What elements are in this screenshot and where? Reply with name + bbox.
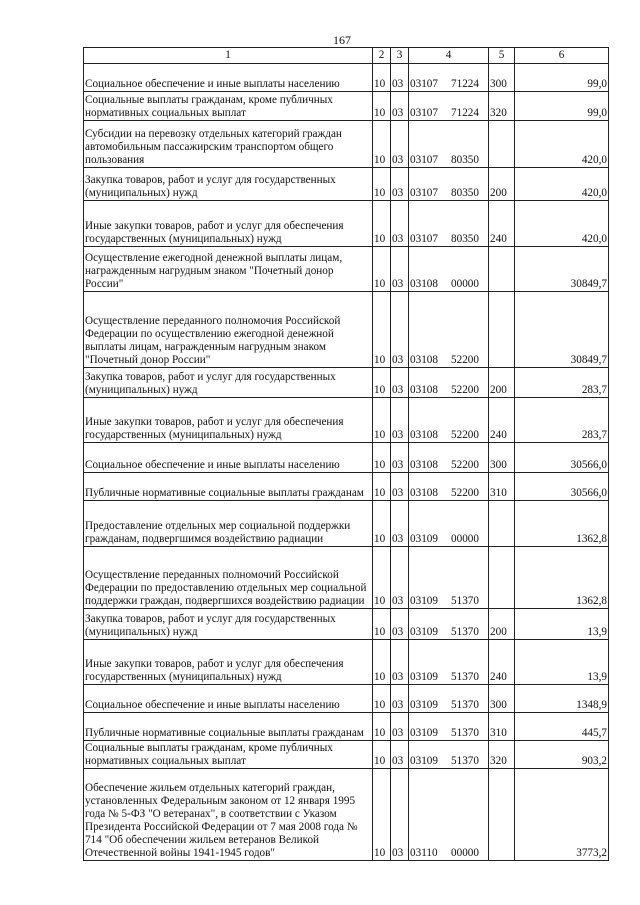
row-target-code [409, 292, 489, 368]
row-expense-type [489, 547, 515, 609]
row-subsection: 03 [391, 713, 409, 741]
row-name: Субсидии на перевозку отдельных категорий граждан автомобильным пассажирским транспортом общего пользования [84, 121, 373, 168]
row-expense-type: 320 [489, 92, 515, 121]
row-target-code [409, 64, 489, 92]
row-expense-type [489, 769, 515, 861]
row-expense-type: 240 [489, 640, 515, 685]
code-direction: 52200 [451, 429, 479, 441]
row-name: Осуществление ежегодной денежной выплаты лицам, награжденным нагрудным знаком "Почетный донор России" [84, 247, 373, 292]
row-name: Осуществление переданного полномочия Российской Федерации по осуществлению ежегодной денежной выплаты лицам, награжденным нагрудным знаком "Почетный донор России" [84, 292, 373, 368]
row-target-code [409, 501, 489, 547]
code-direction: 52200 [451, 354, 479, 366]
table-row [84, 741, 609, 769]
row-section: 10 [373, 92, 391, 121]
row-amount: 13,9 [515, 640, 609, 685]
row-section: 10 [373, 247, 391, 292]
row-amount: 30849,7 [515, 292, 609, 368]
row-subsection: 03 [391, 368, 409, 398]
row-target-code [409, 685, 489, 713]
column-header: 4 [409, 48, 489, 64]
code-direction: 80350 [451, 187, 479, 199]
code-program: 03109 [410, 595, 438, 607]
row-expense-type: 310 [489, 713, 515, 741]
code-program: 03108 [410, 487, 438, 499]
row-subsection: 03 [391, 769, 409, 861]
row-amount: 30566,0 [515, 473, 609, 501]
row-subsection: 03 [391, 398, 409, 443]
table-row [84, 292, 609, 368]
row-subsection: 03 [391, 741, 409, 769]
code-program: 03110 [410, 847, 438, 859]
row-target-code [409, 247, 489, 292]
row-section: 10 [373, 501, 391, 547]
row-subsection: 03 [391, 168, 409, 201]
row-name: Социальное обеспечение и иные выплаты населению [84, 64, 373, 92]
row-expense-type: 320 [489, 741, 515, 769]
row-target-code [409, 443, 489, 473]
row-target-code [409, 201, 489, 247]
row-amount: 99,0 [515, 92, 609, 121]
row-expense-type: 240 [489, 398, 515, 443]
row-name: Социальное обеспечение и иные выплаты населению [84, 443, 373, 473]
table-row [84, 168, 609, 201]
table-row [84, 685, 609, 713]
row-section: 10 [373, 201, 391, 247]
row-expense-type [489, 247, 515, 292]
table-row [84, 713, 609, 741]
code-program: 03109 [410, 671, 438, 683]
code-program: 03108 [410, 429, 438, 441]
column-header: 3 [391, 48, 409, 64]
row-expense-type: 310 [489, 473, 515, 501]
budget-table [83, 47, 609, 861]
row-name: Иные закупки товаров, работ и услуг для обеспечения государственных (муниципальных) нужд [84, 640, 373, 685]
row-subsection: 03 [391, 640, 409, 685]
row-expense-type: 200 [489, 368, 515, 398]
code-direction: 80350 [451, 233, 479, 245]
row-section: 10 [373, 713, 391, 741]
row-amount: 13,9 [515, 609, 609, 640]
row-subsection: 03 [391, 685, 409, 713]
row-name: Закупка товаров, работ и услуг для государственных (муниципальных) нужд [84, 609, 373, 640]
code-program: 03107 [410, 78, 438, 90]
code-program: 03109 [410, 755, 438, 767]
code-program: 03108 [410, 278, 438, 290]
row-expense-type: 300 [489, 443, 515, 473]
row-expense-type [489, 501, 515, 547]
row-name: Закупка товаров, работ и услуг для государственных (муниципальных) нужд [84, 368, 373, 398]
column-header: 6 [515, 48, 609, 64]
row-name: Социальные выплаты гражданам, кроме публичных нормативных социальных выплат [84, 92, 373, 121]
row-subsection: 03 [391, 247, 409, 292]
table-row [84, 769, 609, 861]
column-header: 5 [489, 48, 515, 64]
code-direction: 80350 [451, 154, 479, 166]
column-header: 2 [373, 48, 391, 64]
table-row [84, 501, 609, 547]
row-subsection: 03 [391, 547, 409, 609]
page-number: 167 [333, 33, 351, 47]
table-row [84, 640, 609, 685]
row-expense-type [489, 121, 515, 168]
row-section: 10 [373, 547, 391, 609]
row-name: Иные закупки товаров, работ и услуг для обеспечения государственных (муниципальных) нужд [84, 398, 373, 443]
table-row [84, 92, 609, 121]
code-direction: 51370 [451, 626, 479, 638]
code-program: 03109 [410, 727, 438, 739]
code-direction: 51370 [451, 699, 479, 711]
row-section: 10 [373, 121, 391, 168]
row-amount: 30566,0 [515, 443, 609, 473]
table-row [84, 201, 609, 247]
row-subsection: 03 [391, 501, 409, 547]
code-direction: 52200 [451, 384, 479, 396]
table-row [84, 398, 609, 443]
row-section: 10 [373, 398, 391, 443]
code-direction: 51370 [451, 595, 479, 607]
code-direction: 51370 [451, 671, 479, 683]
code-program: 03108 [410, 384, 438, 396]
code-direction: 52200 [451, 459, 479, 471]
row-subsection: 03 [391, 443, 409, 473]
row-target-code [409, 92, 489, 121]
row-subsection: 03 [391, 292, 409, 368]
row-amount: 30849,7 [515, 247, 609, 292]
code-program: 03109 [410, 533, 438, 545]
row-section: 10 [373, 368, 391, 398]
row-section: 10 [373, 168, 391, 201]
row-subsection: 03 [391, 609, 409, 640]
row-target-code [409, 547, 489, 609]
row-expense-type: 200 [489, 168, 515, 201]
row-expense-type: 200 [489, 609, 515, 640]
row-section: 10 [373, 609, 391, 640]
table-row [84, 64, 609, 92]
row-amount: 1362,8 [515, 501, 609, 547]
row-subsection: 03 [391, 473, 409, 501]
code-direction: 52200 [451, 487, 479, 499]
row-section: 10 [373, 64, 391, 92]
table-row [84, 368, 609, 398]
row-target-code [409, 769, 489, 861]
row-name: Осуществление переданных полномочий Российской Федерации по предоставлению отдельных мер социальной поддержки граждан, подвергшихся воздействию радиации [84, 547, 373, 609]
row-target-code [409, 640, 489, 685]
row-section: 10 [373, 640, 391, 685]
code-direction: 71224 [451, 78, 479, 90]
row-amount: 903,2 [515, 741, 609, 769]
header-row [84, 48, 609, 64]
row-section: 10 [373, 443, 391, 473]
row-target-code [409, 609, 489, 640]
code-program: 03109 [410, 699, 438, 711]
row-expense-type: 300 [489, 685, 515, 713]
table-row [84, 609, 609, 640]
row-amount: 3773,2 [515, 769, 609, 861]
row-target-code [409, 368, 489, 398]
row-subsection: 03 [391, 201, 409, 247]
code-program: 03107 [410, 107, 438, 119]
row-target-code [409, 168, 489, 201]
row-name: Иные закупки товаров, работ и услуг для обеспечения государственных (муниципальных) нужд [84, 201, 373, 247]
code-direction: 51370 [451, 755, 479, 767]
row-name: Предоставление отдельных мер социальной поддержки гражданам, подвергшимся воздействию радиации [84, 501, 373, 547]
code-direction: 71224 [451, 107, 479, 119]
table-row [84, 247, 609, 292]
row-expense-type: 300 [489, 64, 515, 92]
code-direction: 00000 [451, 278, 479, 290]
row-name: Социальное обеспечение и иные выплаты населению [84, 685, 373, 713]
code-program: 03107 [410, 233, 438, 245]
row-subsection: 03 [391, 92, 409, 121]
row-name: Социальные выплаты гражданам, кроме публичных нормативных социальных выплат [84, 741, 373, 769]
code-direction: 00000 [451, 847, 479, 859]
row-amount: 99,0 [515, 64, 609, 92]
row-subsection: 03 [391, 121, 409, 168]
table-row [84, 121, 609, 168]
table-row [84, 473, 609, 501]
row-amount: 445,7 [515, 713, 609, 741]
row-section: 10 [373, 741, 391, 769]
row-amount: 420,0 [515, 201, 609, 247]
row-amount: 420,0 [515, 121, 609, 168]
code-program: 03107 [410, 154, 438, 166]
row-section: 10 [373, 685, 391, 713]
code-program: 03108 [410, 459, 438, 471]
code-direction: 00000 [451, 533, 479, 545]
table-row [84, 443, 609, 473]
row-subsection: 03 [391, 64, 409, 92]
code-program: 03108 [410, 354, 438, 366]
row-expense-type [489, 292, 515, 368]
row-section: 10 [373, 769, 391, 861]
row-name: Обеспечение жильем отдельных категорий граждан, установленных Федеральным законом от 12 января 1995 года № 5-ФЗ "О ветеранах", в соответствии с Указом Президента Российской Федерации от 7 мая 2008 года № 714 "Об обеспечении жильем ветеранов Великой Отечественной войны 1941-1945 годов" [84, 769, 373, 861]
row-amount: 420,0 [515, 168, 609, 201]
row-amount: 1362,8 [515, 547, 609, 609]
row-target-code [409, 473, 489, 501]
row-section: 10 [373, 473, 391, 501]
row-target-code [409, 121, 489, 168]
row-target-code [409, 741, 489, 769]
row-expense-type: 240 [489, 201, 515, 247]
code-direction: 51370 [451, 727, 479, 739]
row-target-code [409, 398, 489, 443]
row-section: 10 [373, 292, 391, 368]
table-row [84, 547, 609, 609]
code-program: 03107 [410, 187, 438, 199]
code-program: 03109 [410, 626, 438, 638]
row-target-code [409, 713, 489, 741]
row-amount: 283,7 [515, 398, 609, 443]
column-header: 1 [84, 48, 373, 64]
row-name: Закупка товаров, работ и услуг для государственных (муниципальных) нужд [84, 168, 373, 201]
row-amount: 1348,9 [515, 685, 609, 713]
row-name: Публичные нормативные социальные выплаты гражданам [84, 473, 373, 501]
row-amount: 283,7 [515, 368, 609, 398]
row-name: Публичные нормативные социальные выплаты гражданам [84, 713, 373, 741]
